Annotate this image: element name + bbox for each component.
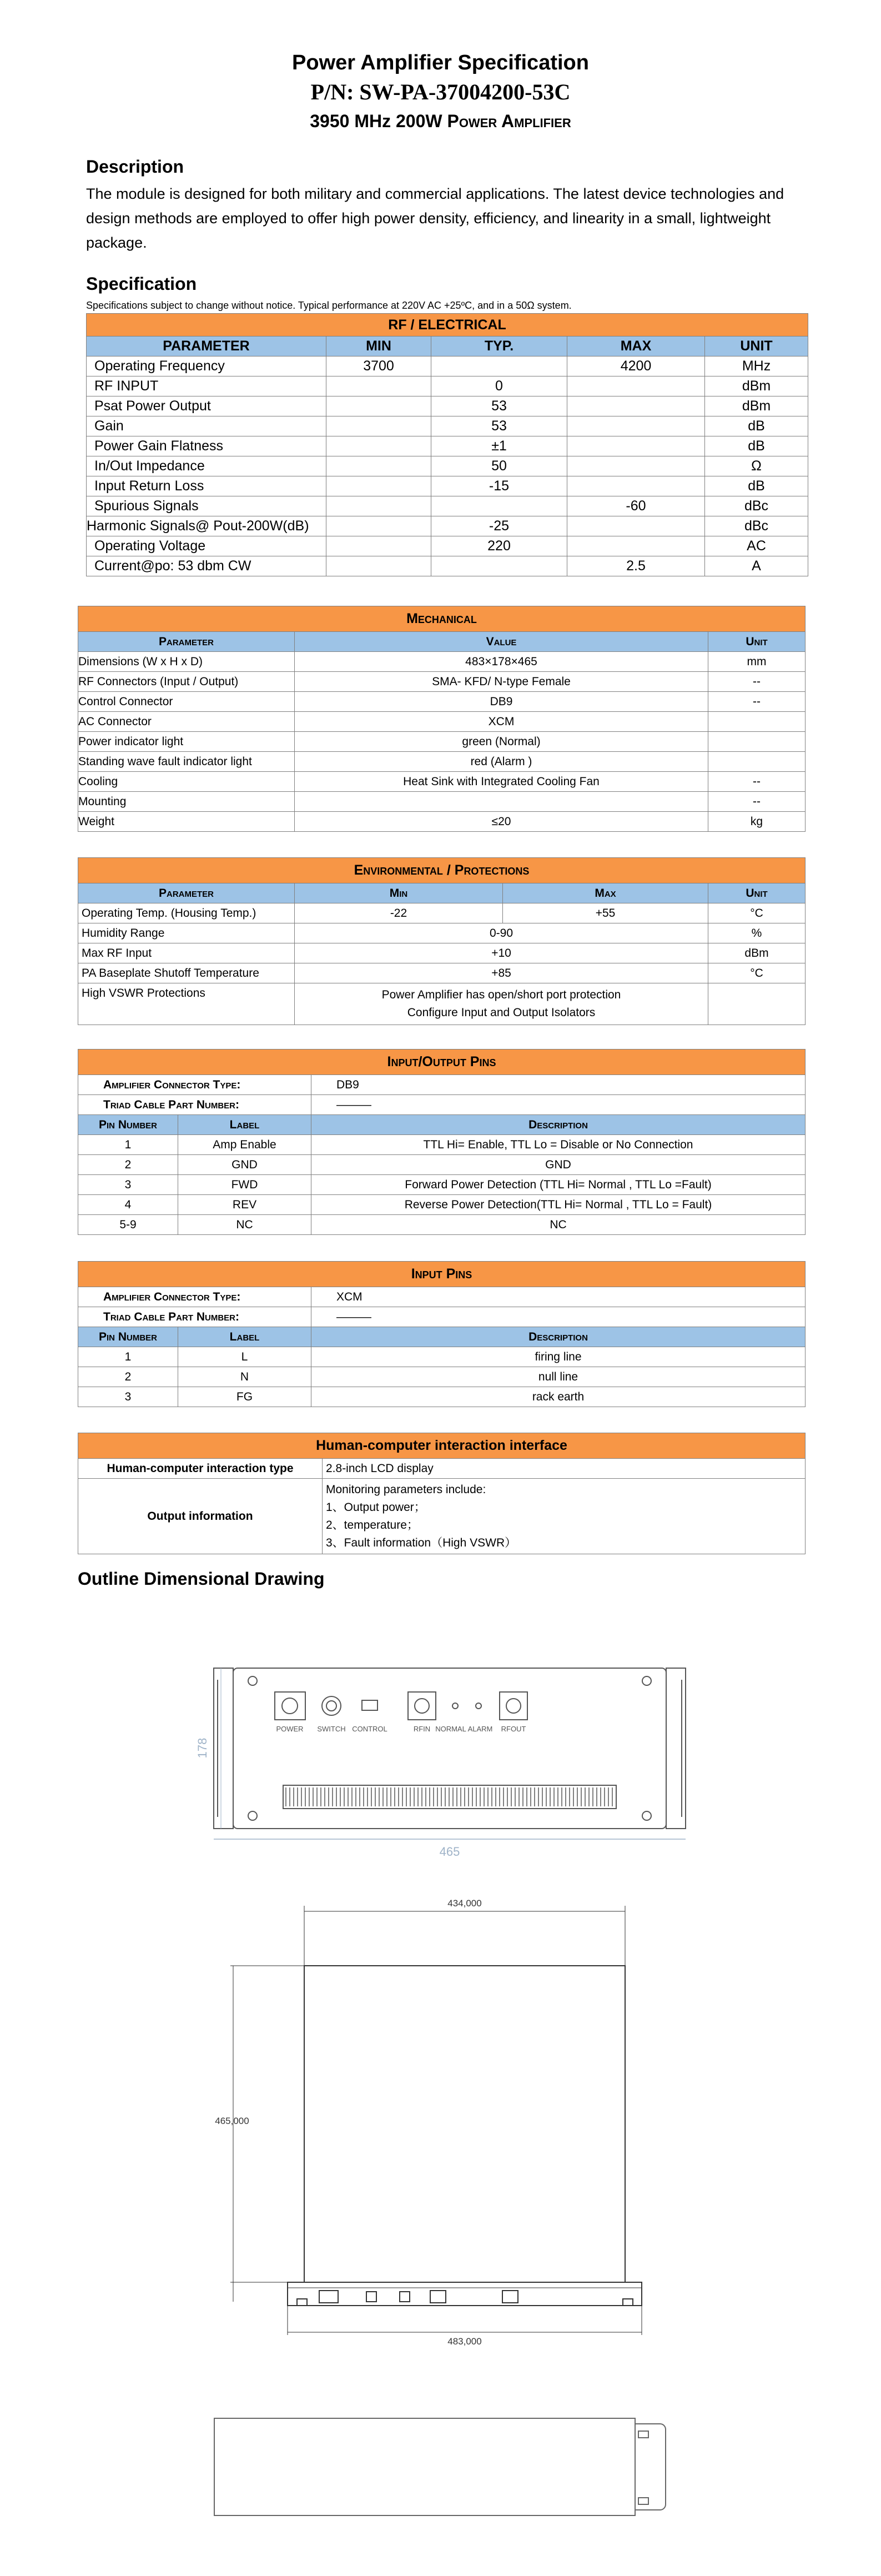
mech-header-value: Value <box>295 632 708 652</box>
env-row-label: Operating Temp. (Housing Temp.) <box>78 903 295 923</box>
io-cell-pin: 3 <box>78 1175 178 1195</box>
rf-cell-parameter: Current@po: 53 dbm CW <box>87 556 326 576</box>
side-view-drawing <box>214 2418 666 2515</box>
env-header-parameter: Parameter <box>78 883 295 903</box>
dim-width-front: 465 <box>439 1845 460 1859</box>
rf-cell-max: 2.5 <box>567 556 705 576</box>
io-cell-description: GND <box>311 1155 806 1175</box>
io-cell-label: NC <box>178 1215 311 1235</box>
env-row-unit: % <box>708 923 806 943</box>
label-alarm: ALARM <box>467 1725 493 1733</box>
rf-cell-unit: dBm <box>705 396 808 416</box>
subtitle-type: Power Amplifier <box>447 111 571 131</box>
io-cable-label: Triad Cable Part Number: <box>78 1095 311 1115</box>
io-cell-pin: 2 <box>78 1155 178 1175</box>
rf-cell-typ: -15 <box>431 476 567 496</box>
rf-header-typ: TYP. <box>431 337 567 356</box>
hci-type-value: 2.8-inch LCD display <box>323 1459 806 1479</box>
rf-cell-typ: -25 <box>431 516 567 536</box>
specification-note: Specifications subject to change without notice. Typical performance at 220V AC +25ºC, and in a 50Ω system. <box>86 300 572 311</box>
rf-cell-unit: Ω <box>705 456 808 476</box>
rf-cell-unit: A <box>705 556 808 576</box>
label-normal: NORMAL <box>435 1725 466 1733</box>
rf-cell-parameter: Operating Voltage <box>87 536 326 556</box>
dim-bottom-width: 483,000 <box>447 2336 482 2347</box>
io-table-title: Input/Output Pins <box>78 1050 806 1075</box>
io-cell-description: Reverse Power Detection(TTL Hi= Normal , TTL Lo = Fault) <box>311 1195 806 1215</box>
mech-header-unit: Unit <box>708 632 806 652</box>
rf-cell-unit: MHz <box>705 356 808 376</box>
mech-cell-unit: -- <box>708 792 806 812</box>
label-switch: SWITCH <box>317 1725 346 1733</box>
mech-cell-value: ≤20 <box>295 812 708 832</box>
env-header-min: Min <box>295 883 503 903</box>
specification-heading: Specification <box>86 274 197 294</box>
mech-cell-parameter: AC Connector <box>78 712 295 732</box>
rf-cell-parameter: Psat Power Output <box>87 396 326 416</box>
input-cell-pin: 2 <box>78 1367 178 1387</box>
input-connector-label: Amplifier Connector Type: <box>78 1287 311 1307</box>
io-cell-description: TTL Hi= Enable, TTL Lo = Disable or No Connection <box>311 1135 806 1155</box>
mech-cell-value: XCM <box>295 712 708 732</box>
io-cell-description: NC <box>311 1215 806 1235</box>
input-cable-value: ——— <box>311 1307 806 1327</box>
io-header-label: Label <box>178 1115 311 1135</box>
io-cell-label: REV <box>178 1195 311 1215</box>
rf-cell-max: -60 <box>567 496 705 516</box>
input-header-pin: Pin Number <box>78 1327 178 1347</box>
mech-cell-parameter: Power indicator light <box>78 732 295 752</box>
env-table-title: Environmental / Protections <box>78 858 806 883</box>
hci-type-label: Human-computer interaction type <box>78 1459 323 1479</box>
mech-table-title: Mechanical <box>78 606 806 632</box>
mech-cell-unit: mm <box>708 652 806 672</box>
hci-table-title: Human-computer interaction interface <box>78 1433 806 1459</box>
rf-header-parameter: PARAMETER <box>87 337 326 356</box>
env-row-value: +85 <box>295 963 708 983</box>
input-table-title: Input Pins <box>78 1262 806 1287</box>
rf-cell-unit: dBc <box>705 516 808 536</box>
rf-cell-typ: 53 <box>431 416 567 436</box>
label-rfin: RFIN <box>413 1725 431 1733</box>
front-panel-drawing <box>214 1668 686 1839</box>
env-row-value: 0-90 <box>295 923 708 943</box>
env-row-unit: °C <box>708 963 806 983</box>
mech-header-parameter: Parameter <box>78 632 295 652</box>
env-header-unit: Unit <box>708 883 806 903</box>
rf-cell-parameter: RF INPUT <box>87 376 326 396</box>
rf-cell-parameter: In/Out Impedance <box>87 456 326 476</box>
input-cell-description: null line <box>311 1367 806 1387</box>
rf-cell-parameter: Gain <box>87 416 326 436</box>
env-row-min: -22 <box>295 903 503 923</box>
description-text: The module is designed for both military and commercial applications. The latest device technologies and design methods are employed to offer high power density, efficiency, and linearity in a small, lightweight package. <box>86 185 784 251</box>
rf-cell-typ: ±1 <box>431 436 567 456</box>
vswr-line-2: Configure Input and Output Isolators <box>407 1006 596 1019</box>
io-cell-pin: 1 <box>78 1135 178 1155</box>
rf-cell-unit: dBm <box>705 376 808 396</box>
env-header-max: Max <box>503 883 708 903</box>
env-row-label: PA Baseplate Shutoff Temperature <box>78 963 295 983</box>
part-number: P/N: SW-PA-37004200-53C <box>310 79 571 104</box>
hci-output-line: 2、temperature； <box>326 1518 419 1531</box>
hci-output-label: Output information <box>78 1479 323 1554</box>
hci-output-line: 3、Fault information（High VSWR） <box>326 1536 517 1549</box>
io-cell-label: FWD <box>178 1175 311 1195</box>
env-row-unit: °C <box>708 903 806 923</box>
input-cell-description: rack earth <box>311 1387 806 1407</box>
mech-cell-value: 483×178×465 <box>295 652 708 672</box>
vswr-label: High VSWR Protections <box>78 983 295 1025</box>
env-row-value: +10 <box>295 943 708 963</box>
io-header-description: Description <box>311 1115 806 1135</box>
rf-header-unit: UNIT <box>705 337 808 356</box>
description-heading: Description <box>86 157 184 177</box>
rf-cell-parameter: Operating Frequency <box>87 356 326 376</box>
hci-output-line: 1、Output power； <box>326 1500 426 1514</box>
top-view-drawing <box>230 1906 642 2335</box>
rf-cell-typ: 50 <box>431 456 567 476</box>
input-cell-description: firing line <box>311 1347 806 1367</box>
mech-cell-parameter: Mounting <box>78 792 295 812</box>
mech-cell-unit: -- <box>708 672 806 692</box>
mech-cell-value: Heat Sink with Integrated Cooling Fan <box>295 772 708 792</box>
rf-header-max: MAX <box>567 337 705 356</box>
rf-cell-max: 4200 <box>567 356 705 376</box>
rf-cell-parameter: Power Gain Flatness <box>87 436 326 456</box>
env-row-max: +55 <box>503 903 708 923</box>
outline-heading: Outline Dimensional Drawing <box>78 1569 325 1589</box>
mech-cell-parameter: Weight <box>78 812 295 832</box>
hci-output-line: Monitoring parameters include: <box>326 1483 486 1496</box>
input-cell-label: L <box>178 1347 311 1367</box>
mech-cell-parameter: Control Connector <box>78 692 295 712</box>
rf-header-min: MIN <box>326 337 431 356</box>
rf-cell-typ: 220 <box>431 536 567 556</box>
io-header-pin: Pin Number <box>78 1115 178 1135</box>
io-connector-value: DB9 <box>311 1075 806 1095</box>
dim-top-width: 434,000 <box>447 1898 482 1909</box>
rf-cell-unit: dB <box>705 476 808 496</box>
dim-height: 178 <box>195 1738 209 1759</box>
mech-cell-value: SMA- KFD/ N-type Female <box>295 672 708 692</box>
rf-cell-unit: dB <box>705 436 808 456</box>
rf-table-title: RF / ELECTRICAL <box>87 314 808 337</box>
label-power: POWER <box>276 1725 304 1733</box>
front-panel-labels <box>276 1725 526 1733</box>
io-cell-pin: 4 <box>78 1195 178 1215</box>
env-row-unit: dBm <box>708 943 806 963</box>
rf-cell-unit: dB <box>705 416 808 436</box>
mech-cell-unit: -- <box>708 692 806 712</box>
vswr-line-1: Power Amplifier has open/short port protection <box>381 988 621 1001</box>
env-row-label: Max RF Input <box>78 943 295 963</box>
rf-cell-typ: 53 <box>431 396 567 416</box>
io-cable-value: ——— <box>311 1095 806 1115</box>
rf-cell-typ: 0 <box>431 376 567 396</box>
rf-cell-parameter: Harmonic Signals@ Pout-200W(dB) <box>87 516 326 536</box>
rf-cell-unit: dBc <box>705 496 808 516</box>
dim-depth: 465,000 <box>215 2116 249 2126</box>
input-connector-value: XCM <box>311 1287 806 1307</box>
mech-cell-value: red (Alarm ) <box>295 752 708 772</box>
mech-cell-value: DB9 <box>295 692 708 712</box>
mech-cell-unit: kg <box>708 812 806 832</box>
mech-cell-unit: -- <box>708 772 806 792</box>
input-cell-label: FG <box>178 1387 311 1407</box>
input-header-label: Label <box>178 1327 311 1347</box>
io-connector-label: Amplifier Connector Type: <box>78 1075 311 1095</box>
rf-cell-unit: AC <box>705 536 808 556</box>
io-cell-pin: 5-9 <box>78 1215 178 1235</box>
rf-cell-parameter: Spurious Signals <box>87 496 326 516</box>
label-rfout: RFOUT <box>501 1725 526 1733</box>
input-cell-pin: 3 <box>78 1387 178 1407</box>
input-cable-label: Triad Cable Part Number: <box>78 1307 311 1327</box>
doc-title: Power Amplifier Specification <box>292 51 589 74</box>
io-cell-label: GND <box>178 1155 311 1175</box>
mech-cell-parameter: Standing wave fault indicator light <box>78 752 295 772</box>
subtitle-freq: 3950 MHz 200W <box>310 111 447 131</box>
mech-cell-parameter: Dimensions (W x H x D) <box>78 652 295 672</box>
env-row-label: Humidity Range <box>78 923 295 943</box>
io-cell-label: Amp Enable <box>178 1135 311 1155</box>
rf-cell-parameter: Input Return Loss <box>87 476 326 496</box>
input-cell-pin: 1 <box>78 1347 178 1367</box>
label-control: CONTROL <box>352 1725 387 1733</box>
mech-cell-parameter: RF Connectors (Input / Output) <box>78 672 295 692</box>
input-header-description: Description <box>311 1327 806 1347</box>
mech-cell-parameter: Cooling <box>78 772 295 792</box>
mech-cell-value: green (Normal) <box>295 732 708 752</box>
input-cell-label: N <box>178 1367 311 1387</box>
rf-cell-min: 3700 <box>326 356 431 376</box>
io-cell-description: Forward Power Detection (TTL Hi= Normal , TTL Lo =Fault) <box>311 1175 806 1195</box>
